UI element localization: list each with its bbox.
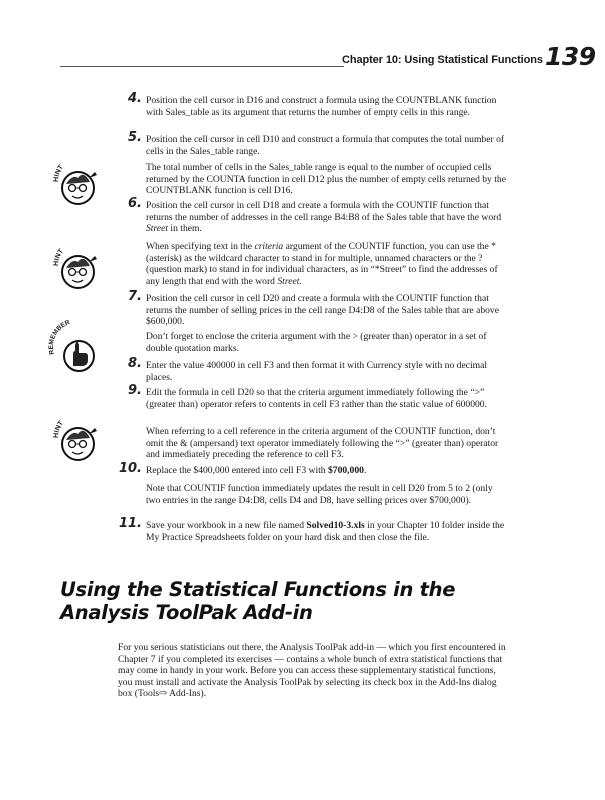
section-heading: Using the Statistical Functions in the Analysis ToolPak Add-in bbox=[60, 578, 456, 624]
step-text: Enter the value 400000 in cell F3 and then format it with Currency style with no decimal places. bbox=[146, 360, 488, 383]
step-number: 5. bbox=[128, 130, 142, 145]
step-number: 4. bbox=[128, 91, 142, 106]
step-text: Position the cell cursor in cell D18 and create a formula with the COUNTIF function that returns the number of addresses in the cell range B4:B8 of the Sales table that have the word Street in them. bbox=[146, 200, 502, 235]
step-text: Save your workbook in a new file named Solved10-3.xls in your Chapter 10 folder inside the My Practice Spreadsheets folder on your hard disk and then close the file. bbox=[146, 520, 505, 543]
hint-icon bbox=[48, 152, 108, 210]
hint-note-2: When specifying text in the criteria argument of the COUNTIF function, you can use the * (asterisk) as the wildcard character to stand in for multiple, unnamed characters or the ? (question mark) to stand in for individual characters, as in “*Street” to find the addresses of any length that end with the word Street. bbox=[146, 241, 498, 287]
svg-text:HINT: HINT bbox=[52, 164, 66, 183]
hint-note-1: The total number of cells in the Sales_table range is equal to the number of occupied cells returned by the COUNTA function in cell D12 plus the number of empty cells returned by the COUNTBLANK function is cell D16. bbox=[146, 162, 506, 197]
page-number: 139 bbox=[545, 42, 596, 71]
step-number: 9. bbox=[128, 383, 142, 398]
header-rule bbox=[60, 66, 344, 67]
step-text: Replace the $400,000 entered into cell F3 with $700,000. bbox=[146, 465, 367, 476]
hint-icon bbox=[48, 408, 108, 466]
step-number: 10. bbox=[118, 461, 142, 476]
step-text: Edit the formula in cell D20 so that the criteria argument immediately following the “>” (greater than) operator refers to contents in cell F3 rather than the static value of 600000. bbox=[146, 387, 487, 410]
step-number: 8. bbox=[128, 356, 142, 371]
svg-text:HINT: HINT bbox=[52, 420, 66, 439]
svg-text:HINT: HINT bbox=[52, 248, 66, 267]
step-text: Position the cell cursor in D16 and construct a formula using the COUNTBLANK function with Sales_table as its argument that returns the number of empty cells in this range. bbox=[146, 95, 497, 118]
step-number: 11. bbox=[118, 516, 142, 531]
hint-icon bbox=[48, 236, 108, 294]
step-text: Position the cell cursor in cell D10 and construct a formula that computes the total number of cells in the Sales_table range. bbox=[146, 134, 505, 157]
step-number: 6. bbox=[128, 196, 142, 211]
body-paragraph: For you serious statisticians out there, the Analysis ToolPak add-in — which you first encountered in Chapter 7 if you completed its exercises — contains a whole bunch of extra statistical functions that may come in handy in your work. Before you can access these supplementary statistical functions, you must install and activate the Analysis ToolPak by selecting its check box in the Add-Ins dialog box (Tools⇨ Add-Ins). bbox=[118, 642, 506, 700]
svg-text:REMEMBER: REMEMBER bbox=[48, 319, 71, 356]
running-head-chapter-title: Chapter 10: Using Statistical Functions bbox=[342, 54, 543, 66]
step-number: 7. bbox=[128, 289, 142, 304]
remember-icon bbox=[48, 318, 108, 376]
hint-note-3: When referring to a cell reference in the criteria argument of the COUNTIF function, don’t omit the & (ampersand) text operator immediately following the “>” (greater than) operator and immediately preceding the reference to cell F3. bbox=[146, 426, 499, 461]
remember-note: Don’t forget to enclose the criteria argument with the > (greater than) operator in a set of double quotation marks. bbox=[146, 331, 487, 354]
step-text: Position the cell cursor in cell D20 and create a formula with the COUNTIF function that returns the number of selling prices in the cell range D4:D8 of the Sales table that are above $600,000. bbox=[146, 293, 499, 328]
step-10-note: Note that COUNTIF function immediately updates the result in cell D20 from 5 to 2 (only two entries in the range D4:D8, cells D4 and D8, have selling prices over $700,000). bbox=[146, 483, 493, 506]
